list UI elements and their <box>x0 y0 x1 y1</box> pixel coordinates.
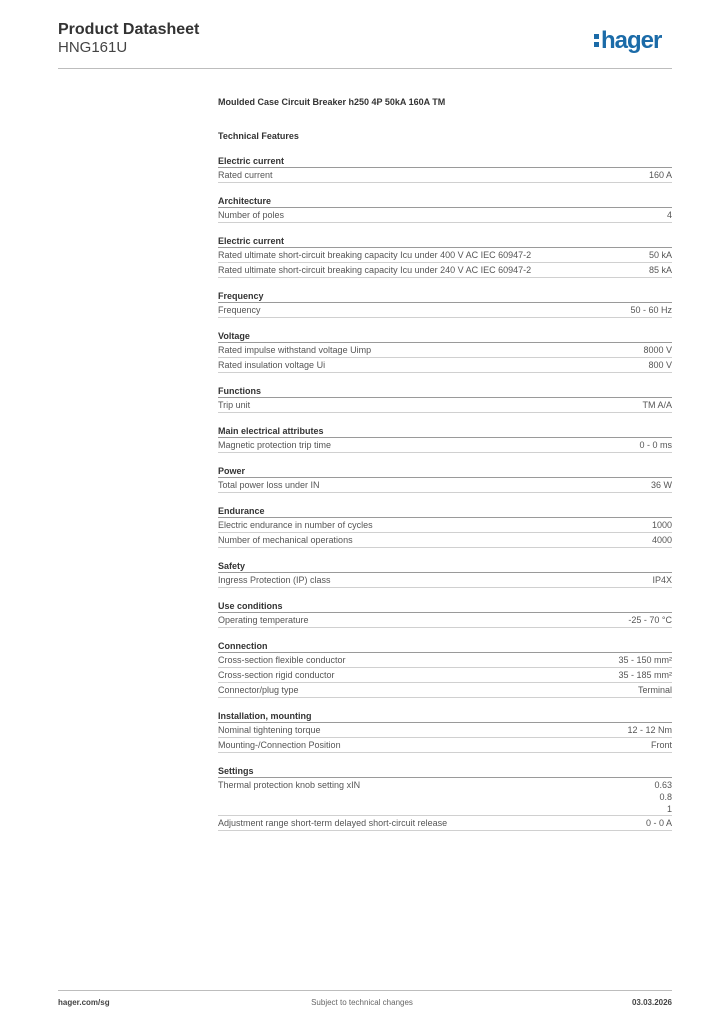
datasheet-content <box>218 96 672 843</box>
feature-value-line: 0 - 0 ms <box>639 440 672 450</box>
feature-row <box>218 208 672 223</box>
feature-value-line: 0.63 <box>654 780 672 790</box>
footer-date: 03.03.2026 <box>631 998 672 1007</box>
feature-value-line: Front <box>650 740 672 750</box>
feature-value <box>618 654 672 666</box>
feature-label: Ingress Protection (IP) class <box>218 575 331 585</box>
feature-section <box>218 560 672 588</box>
feature-value <box>654 779 672 815</box>
feature-value-line: 4 <box>666 210 672 220</box>
feature-value <box>630 304 672 316</box>
feature-label: Cross-section rigid conductor <box>218 670 335 680</box>
feature-section <box>218 195 672 223</box>
feature-row <box>218 668 672 683</box>
feature-value <box>646 817 672 829</box>
feature-section <box>218 710 672 753</box>
feature-value-line: 1 <box>666 804 672 814</box>
feature-label: Total power loss under IN <box>218 480 320 490</box>
feature-section <box>218 465 672 493</box>
feature-value-line: 0.8 <box>659 792 672 802</box>
section-title: Functions <box>218 385 672 398</box>
feature-value <box>652 534 672 546</box>
feature-section <box>218 505 672 548</box>
feature-value-line: 160 A <box>648 170 672 180</box>
feature-label: Connector/plug type <box>218 685 299 695</box>
feature-row <box>218 168 672 183</box>
feature-section <box>218 600 672 628</box>
feature-value <box>649 249 672 261</box>
feature-label: Rated insulation voltage Ui <box>218 360 326 370</box>
feature-section <box>218 290 672 318</box>
feature-value-line: 1000 <box>651 520 672 530</box>
feature-label: Cross-section flexible conductor <box>218 655 346 665</box>
feature-value <box>667 209 672 221</box>
feature-row <box>218 263 672 278</box>
feature-label: Magnetic protection trip time <box>218 440 332 450</box>
feature-label: Adjustment range short-term delayed short-circuit release <box>218 818 448 828</box>
feature-label: Mounting-/Connection Position <box>218 740 341 750</box>
feature-label: Number of mechanical operations <box>218 535 353 545</box>
feature-value-line: 50 - 60 Hz <box>630 305 672 315</box>
feature-row <box>218 653 672 668</box>
feature-section <box>218 155 672 183</box>
feature-value-line: 36 W <box>650 480 672 490</box>
feature-row <box>218 816 672 831</box>
feature-value-line: -25 - 70 °C <box>628 615 672 625</box>
feature-row <box>218 518 672 533</box>
feature-section <box>218 385 672 413</box>
feature-row <box>218 478 672 493</box>
feature-value-line: 800 V <box>648 360 672 370</box>
section-title: Settings <box>218 765 672 778</box>
feature-row <box>218 303 672 318</box>
section-title: Architecture <box>218 195 672 208</box>
technical-features-title: Technical Features <box>218 131 299 141</box>
header-divider <box>58 68 672 69</box>
feature-label: Nominal tightening torque <box>218 725 321 735</box>
feature-value-line: 8000 V <box>643 345 672 355</box>
feature-label: Frequency <box>218 305 261 315</box>
feature-value <box>651 479 672 491</box>
feature-label: Rated impulse withstand voltage Uimp <box>218 345 372 355</box>
feature-value <box>642 399 672 411</box>
logo-text: hager <box>601 27 662 54</box>
feature-label: Number of poles <box>218 210 285 220</box>
feature-row <box>218 533 672 548</box>
section-title: Use conditions <box>218 600 672 613</box>
feature-value <box>643 344 672 356</box>
feature-value <box>618 669 672 681</box>
feature-value <box>628 614 672 626</box>
feature-value-line: IP4X <box>652 575 672 585</box>
section-title: Power <box>218 465 672 478</box>
feature-row <box>218 738 672 753</box>
feature-value-line: 0 - 0 A <box>645 818 672 828</box>
feature-section <box>218 765 672 831</box>
feature-label: Thermal protection knob setting xIN <box>218 780 361 790</box>
section-title: Electric current <box>218 235 672 248</box>
feature-value <box>638 684 672 696</box>
hager-logo <box>593 26 675 56</box>
footer-divider <box>58 990 672 991</box>
product-name: Moulded Case Circuit Breaker h250 4P 50kA 160A TM <box>218 97 446 107</box>
feature-section <box>218 640 672 698</box>
section-title: Main electrical attributes <box>218 425 672 438</box>
feature-row <box>218 723 672 738</box>
feature-section <box>218 330 672 373</box>
feature-label: Rated ultimate short-circuit breaking capacity Icu under 400 V AC IEC 60947-2 <box>218 250 532 260</box>
feature-row <box>218 398 672 413</box>
feature-value-line: 50 kA <box>648 250 672 260</box>
feature-section <box>218 235 672 278</box>
feature-row <box>218 683 672 698</box>
feature-label: Operating temperature <box>218 615 309 625</box>
section-title: Electric current <box>218 155 672 168</box>
feature-value-line: Terminal <box>637 685 672 695</box>
feature-sections <box>218 155 672 831</box>
page-title: Product Datasheet <box>58 21 200 38</box>
feature-label: Trip unit <box>218 400 251 410</box>
feature-row <box>218 613 672 628</box>
feature-value <box>651 739 672 751</box>
section-title: Frequency <box>218 290 672 303</box>
feature-value-line: 4000 <box>651 535 672 545</box>
feature-row <box>218 573 672 588</box>
section-title: Safety <box>218 560 672 573</box>
feature-value <box>652 574 672 586</box>
feature-value <box>648 359 672 371</box>
feature-row <box>218 438 672 453</box>
feature-row <box>218 343 672 358</box>
feature-row <box>218 358 672 373</box>
feature-value-line: 12 - 12 Nm <box>627 725 672 735</box>
feature-value-line: TM A/A <box>642 400 672 410</box>
section-title: Endurance <box>218 505 672 518</box>
feature-value-line: 85 kA <box>648 265 672 275</box>
feature-section <box>218 425 672 453</box>
section-title: Connection <box>218 640 672 653</box>
section-title: Voltage <box>218 330 672 343</box>
product-code: HNG161U <box>58 39 128 56</box>
feature-label: Rated current <box>218 170 273 180</box>
footer-website: hager.com/sg <box>58 998 110 1007</box>
feature-value <box>627 724 672 736</box>
feature-label: Electric endurance in number of cycles <box>218 520 373 530</box>
feature-value <box>652 519 672 531</box>
feature-label: Rated ultimate short-circuit breaking capacity Icu under 240 V AC IEC 60947-2 <box>218 265 532 275</box>
feature-value-line: 35 - 150 mm² <box>618 655 672 665</box>
feature-value <box>639 439 672 451</box>
feature-value <box>649 264 672 276</box>
feature-row <box>218 778 672 816</box>
section-title: Installation, mounting <box>218 710 672 723</box>
feature-value-line: 35 - 185 mm² <box>618 670 672 680</box>
feature-value <box>649 169 672 181</box>
feature-row <box>218 248 672 263</box>
footer-notice: Subject to technical changes <box>311 998 413 1007</box>
